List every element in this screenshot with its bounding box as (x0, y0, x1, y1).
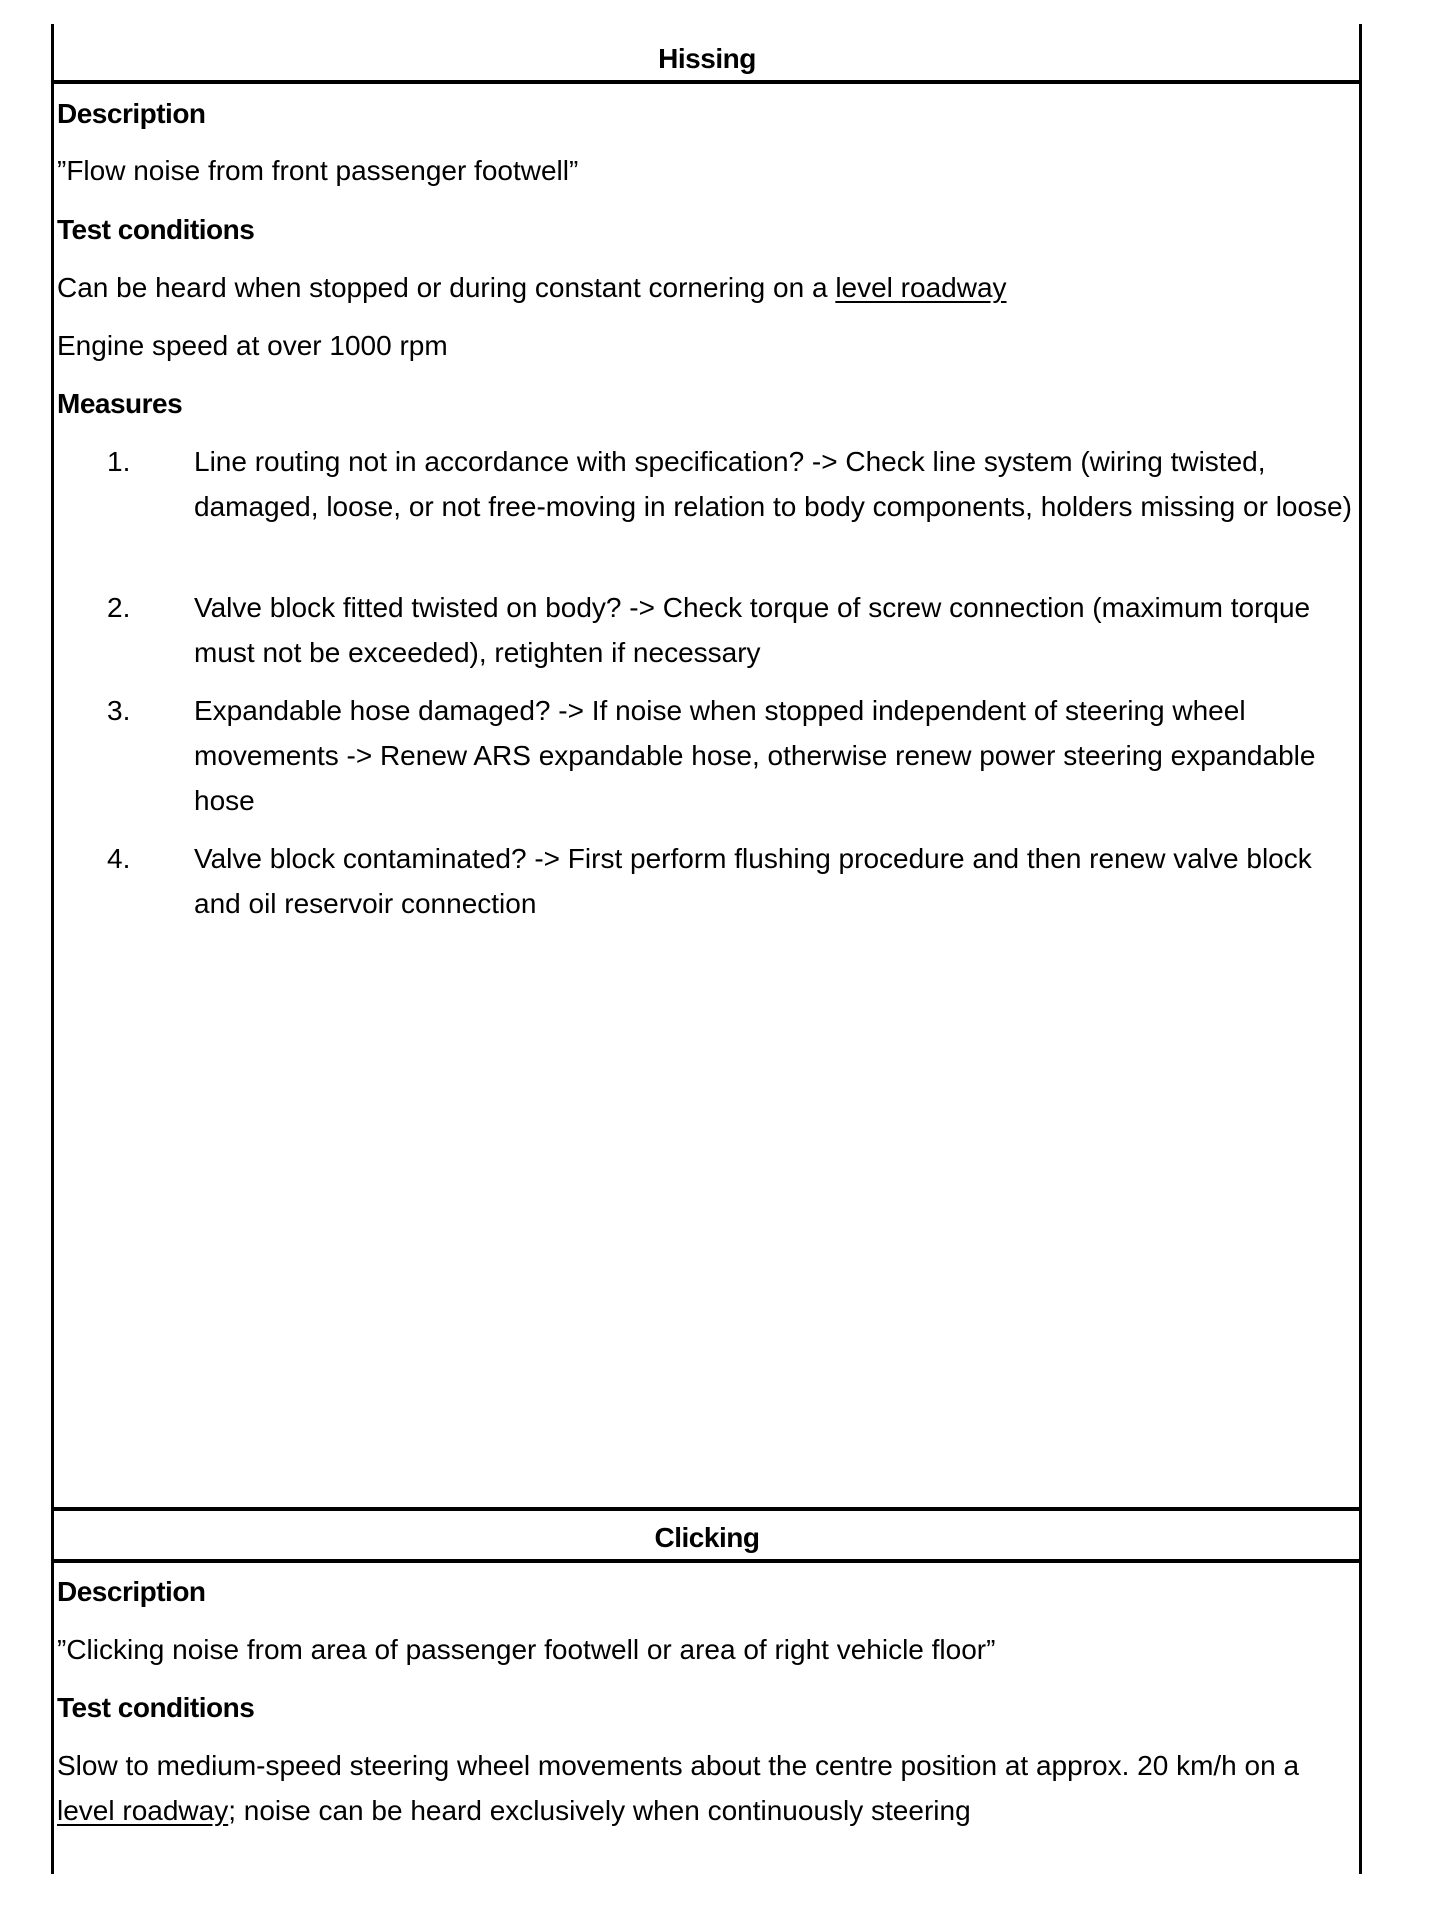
measure-number: 3. (107, 695, 131, 726)
test-condition-text: Can be heard when stopped or during constant cornering on a (57, 272, 836, 303)
measure-item: Expandable hose damaged? -> If noise when stopped independent of steering wheel movements -> Renew ARS expandable hose, otherwise renew power steering expandable hose (194, 695, 1316, 816)
measure-number: 1. (107, 446, 131, 477)
test-condition-1 (57, 1743, 1347, 1833)
description-text: ”Clicking noise from area of passenger footwell or area of right vehicle floor” (57, 1634, 996, 1665)
test-condition-text-after: ; noise can be heard exclusively when continuously steering (228, 1795, 971, 1826)
description-heading: Description (57, 98, 206, 129)
table-right-border (1359, 24, 1362, 1874)
measure-item: Line routing not in accordance with specification? -> Check line system (wiring twisted, damaged, loose, or not free-moving in relation to body components, holders missing or loose) (194, 446, 1352, 522)
level-roadway-link[interactable]: level roadway (57, 1795, 229, 1826)
measure-item: Valve block contaminated? -> First perform flushing procedure and then renew valve block and oil reservoir connection (194, 843, 1312, 919)
section-title-hissing: Hissing (658, 43, 756, 74)
divider (52, 80, 1362, 84)
measures-heading: Measures (57, 388, 183, 419)
test-condition-1 (57, 265, 1007, 310)
level-roadway-link[interactable]: level roadway (835, 272, 1007, 303)
measure-number: 4. (107, 843, 131, 874)
description-heading: Description (57, 1576, 206, 1607)
measure-number: 2. (107, 592, 131, 623)
test-condition-text: Slow to medium-speed steering wheel movements about the centre position at approx. 20 km/h on a (57, 1750, 1300, 1781)
test-conditions-heading: Test conditions (57, 1692, 255, 1723)
test-condition-2: Engine speed at over 1000 rpm (57, 330, 448, 361)
table-left-border (51, 24, 54, 1874)
section-title-clicking: Clicking (654, 1522, 760, 1553)
description-text: ”Flow noise from front passenger footwell” (57, 155, 579, 186)
divider (52, 1559, 1362, 1563)
test-conditions-heading: Test conditions (57, 214, 255, 245)
divider (52, 1507, 1362, 1511)
measure-item: Valve block fitted twisted on body? -> Check torque of screw connection (maximum torque must not be exceeded), retighten if necessary (194, 592, 1311, 668)
